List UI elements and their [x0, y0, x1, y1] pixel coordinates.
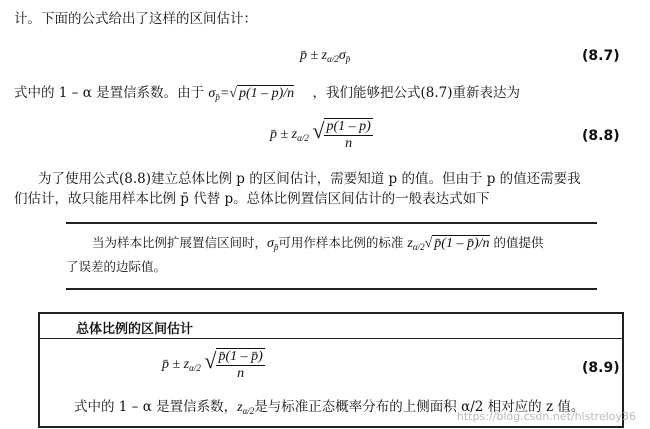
note-top-rule	[66, 222, 597, 224]
paragraph-line-2: 们估计，故只能用样本比例 p̄ 代替 p。总体比例置信区间估计的一般表达式如下	[14, 191, 490, 207]
intro-line: 计。下面的公式给出了这样的区间估计：	[14, 11, 257, 27]
equation-8-7: p̄ ± $z_{\alpha/2}\sigma_{p̄}$	[300, 48, 351, 64]
equation-8-9: p̄ ± $z_{\alpha/2}$ √ $\frac{p̄(1 - p̄)}{n}$	[162, 348, 263, 381]
equation-8-8: p̄ ± $z_{\alpha/2}$ √ $\frac{p(1 - p)}{n}$	[270, 118, 371, 151]
paragraph-line-1: 为了使用公式(8.8)建立总体比例 p 的区间估计，需要知道 p 的值。但由于 p 的值还需要我	[38, 171, 581, 187]
equation-number-8-8: (8.8)	[582, 128, 620, 144]
summary-box-footnote: 式中的 1 – α 是置信系数，$z_{\alpha/2}$是与标准正态概率分布的上侧面积 α/2 相对应的 z 值。	[74, 399, 585, 416]
watermark-text: https://blog.csdn.net/hlstreloy36	[456, 410, 636, 423]
note-bottom-rule	[66, 288, 597, 290]
summary-box-title: 总体比例的区间估计	[76, 322, 194, 337]
sigma-definition-line: 式中的 1 – α 是置信系数。由于 $\sigma_{p̄}=√$ p(1 – p)/n ，我们能够把公式(8.7)重新表达为	[14, 85, 520, 102]
note-line-1: 当为样本比例扩展置信区间时，$\sigma_{p̄}$可用作样本比例的标准 $z_{\alpha/2}√$ p̄(1 – p̄)/n 的值提供	[92, 235, 544, 252]
summary-box-header	[40, 314, 622, 339]
equation-number-8-7: (8.7)	[582, 48, 620, 64]
note-line-2: 了误差的边际值。	[66, 259, 167, 274]
sigma-symbol: $\sigma_{p̄}$	[208, 86, 220, 102]
equation-number-8-9: (8.9)	[582, 360, 620, 376]
